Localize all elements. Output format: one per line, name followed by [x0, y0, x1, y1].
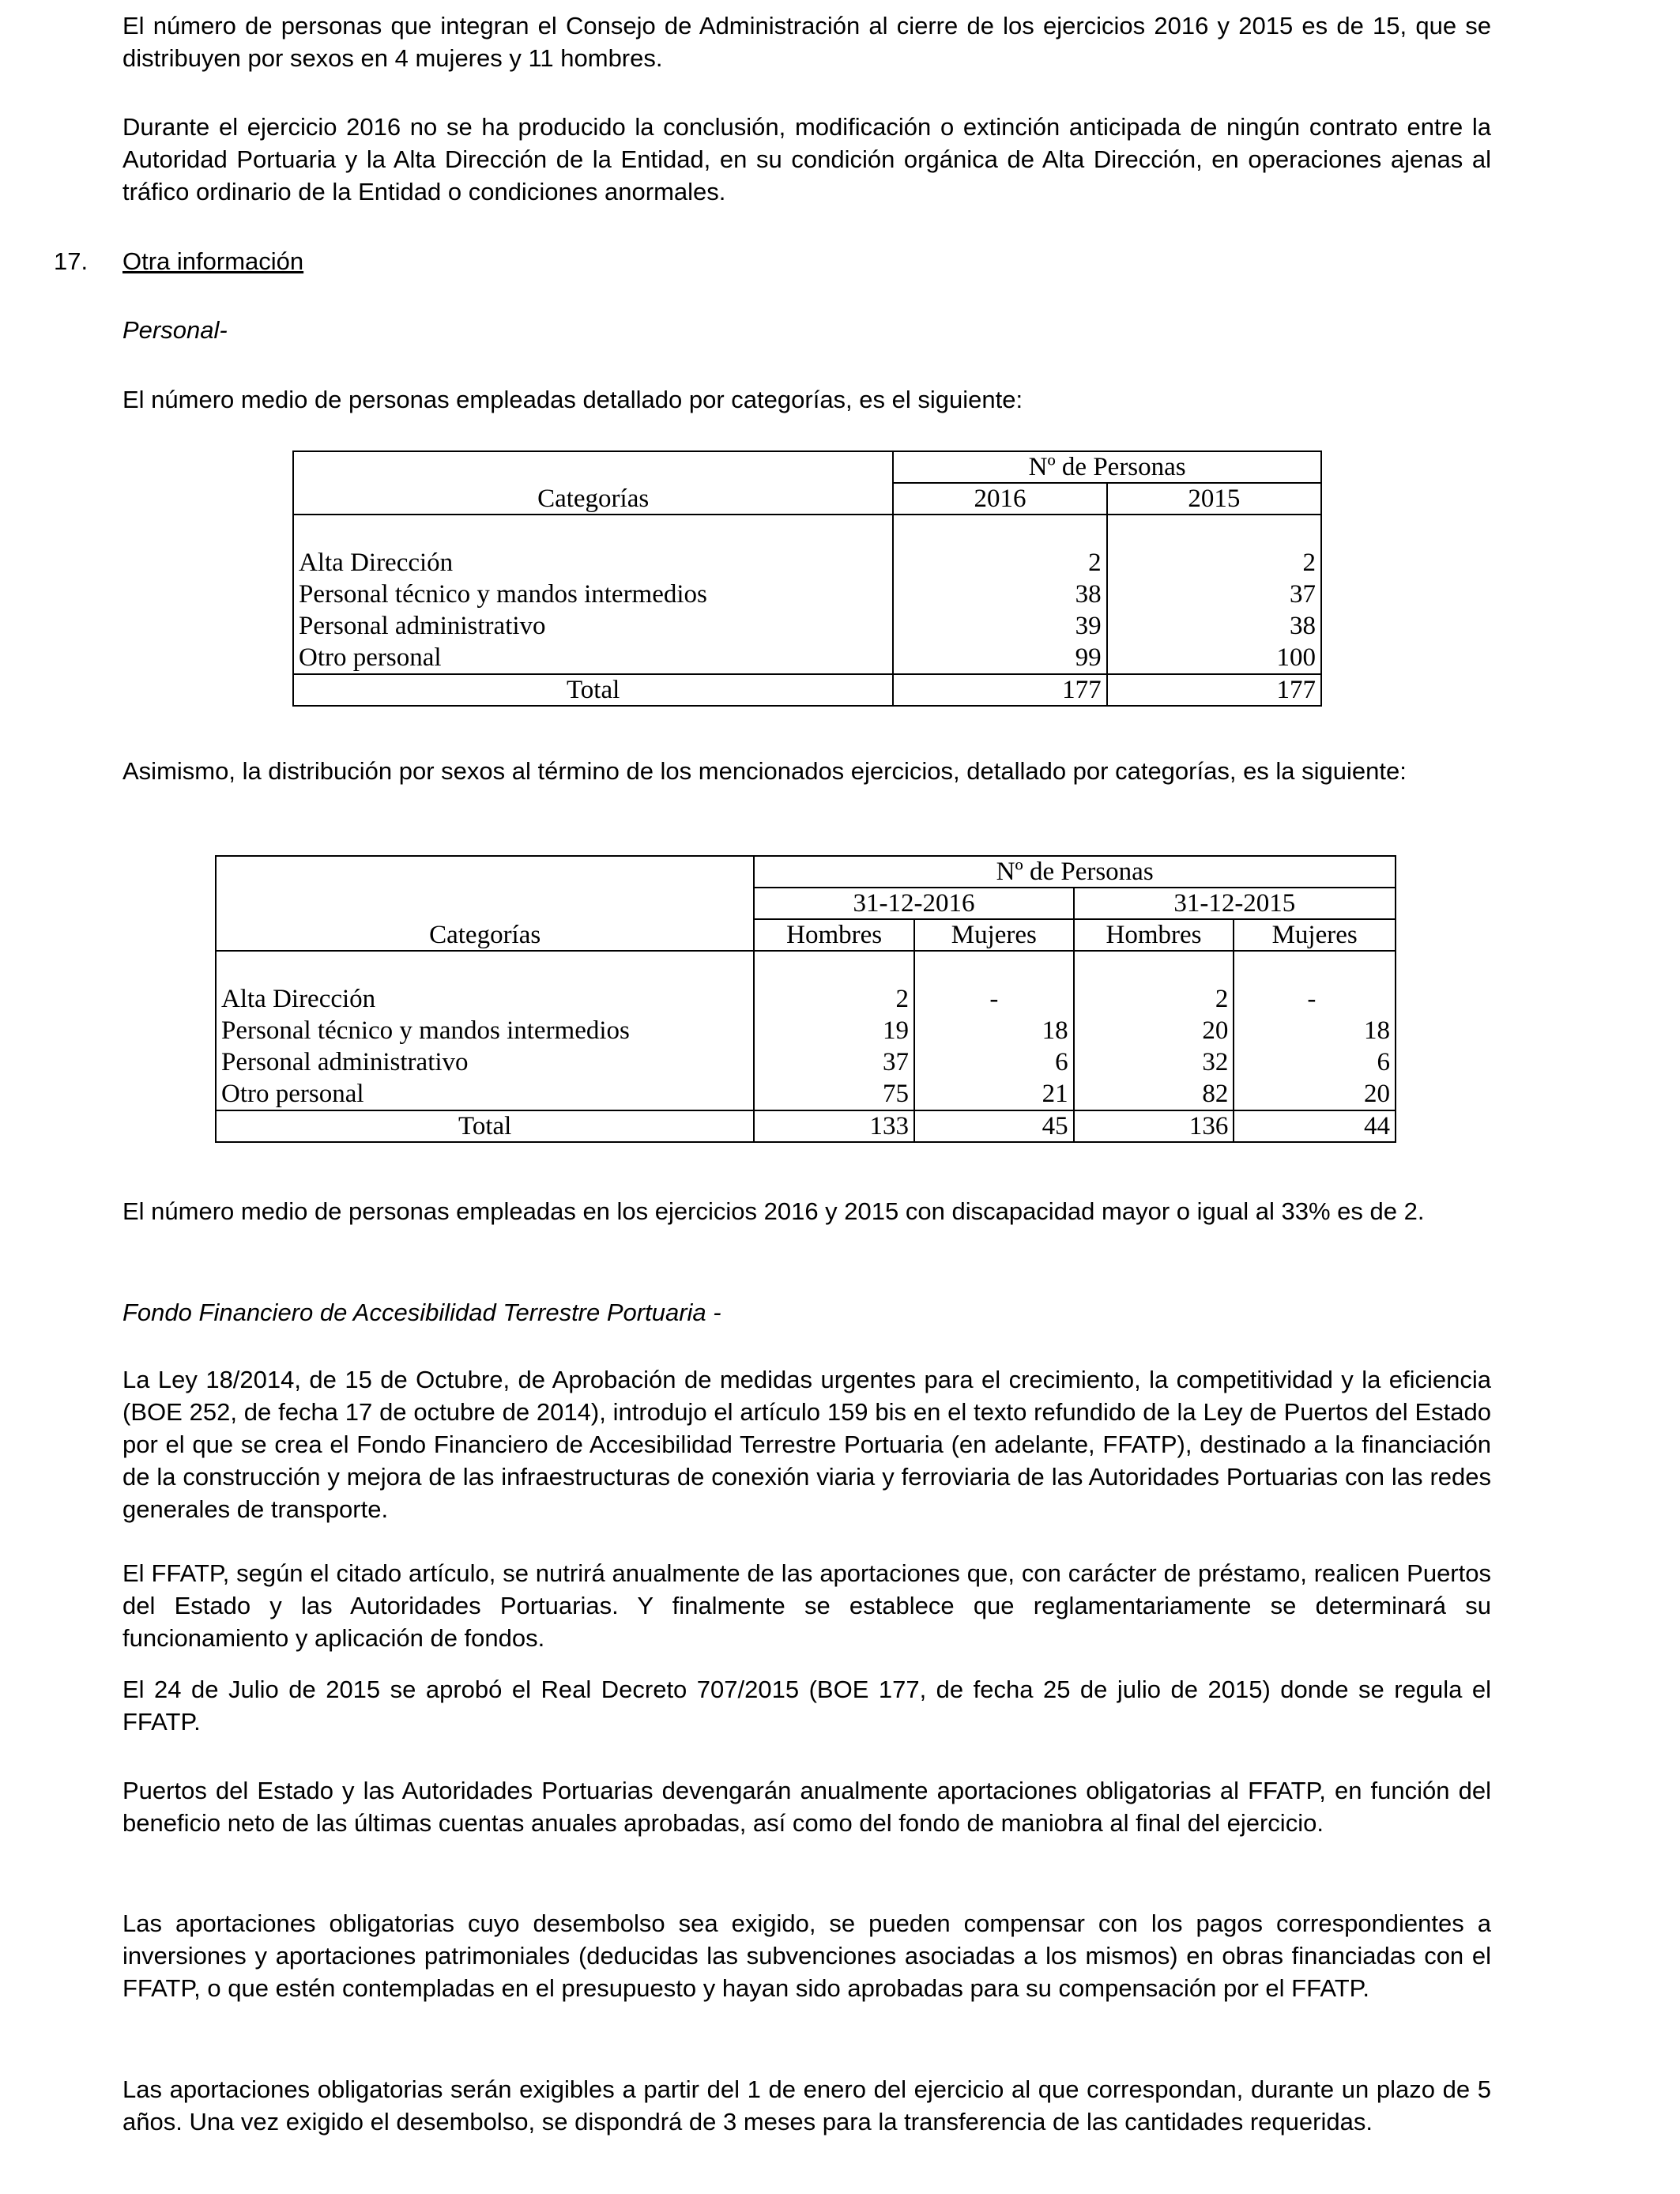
table-row-label: Otro personal	[299, 643, 442, 672]
categories-column	[293, 515, 893, 674]
header-2015: 2015	[1107, 483, 1321, 515]
table-row-label: Personal administrativo	[221, 1048, 469, 1076]
paragraph-exigibles: Las aportaciones obligatorias serán exigibles a partir del 1 de enero del ejercicio al que correspondan, durante un plazo de 5 años. Una vez exigido el desembolso, se dispondrá de 3 meses para la transferencia de las cantidades requeridas.	[122, 2075, 1491, 2136]
mujeres-2016-column	[914, 951, 1074, 1110]
header-date-2016: 31-12-2016	[754, 888, 1073, 919]
header-date-2015: 31-12-2015	[1074, 888, 1396, 919]
header-n-personas: Nº de Personas	[754, 856, 1396, 888]
header-2016: 2016	[893, 483, 1106, 515]
table-cell: 38	[1075, 580, 1102, 609]
table-cell: 19	[883, 1016, 910, 1045]
table-cell: 32	[1202, 1048, 1229, 1076]
table-cell: 6	[1055, 1048, 1068, 1076]
table-cell: 2	[1302, 548, 1316, 577]
paragraph-consejo: El número de personas que integran el Consejo de Administración al cierre de los ejercicios 2016 y 2015 es de 15, que se distribuyen por sexos en 4 mujeres y 11 hombres.	[122, 12, 1491, 72]
table-cell: 75	[883, 1080, 910, 1108]
paragraph-distribucion-sexos: Asimismo, la distribución por sexos al término de los mencionados ejercicios, detallado por categorías, es la siguiente:	[122, 757, 1407, 785]
total-h2015: 136	[1074, 1110, 1234, 1142]
table-personas-sexos	[215, 855, 1396, 1143]
paragraph-compensacion: Las aportaciones obligatorias cuyo desembolso sea exigido, se pueden compensar con los pagos correspondientes a inversiones y aportaciones patrimoniales (deducidas las subvenciones asociadas a los mismos) en obras financiadas con el FFATP, o que estén contempladas en el presupuesto y hayan sido aprobadas para su compensación por el FFATP.	[122, 1909, 1491, 2002]
header-categorias: Categorías	[216, 856, 754, 951]
table-cell: 18	[1364, 1016, 1390, 1045]
total-2015: 177	[1107, 674, 1321, 706]
values-2016-column	[893, 515, 1106, 674]
total-label: Total	[216, 1110, 754, 1142]
table-cell: 99	[1075, 643, 1102, 672]
header-categorias: Categorías	[293, 451, 893, 515]
table-cell: 6	[1377, 1048, 1390, 1076]
total-m2016: 45	[914, 1110, 1074, 1142]
paragraph-numero-medio: El número medio de personas empleadas detallado por categorías, es el siguiente:	[122, 386, 1023, 413]
table-cell: 2	[1215, 985, 1229, 1013]
total-h2016: 133	[754, 1110, 914, 1142]
header-mujeres-2015: Mujeres	[1234, 919, 1396, 951]
paragraph-discapacidad: El número medio de personas empleadas en los ejercicios 2016 y 2015 con discapacidad mayor o igual al 33% es de 2.	[122, 1197, 1425, 1225]
table-cell: 100	[1276, 643, 1316, 672]
paragraph-ley-18-2014: La Ley 18/2014, de 15 de Octubre, de Aprobación de medidas urgentes para el crecimiento, la competitividad y la eficiencia (BOE 252, de fecha 17 de octubre de 2014), introdujo el artículo 159 bis en el texto refundido de la Ley de Puertos del Estado por el que se crea el Fondo Financiero de Accesibilidad Terrestre Portuaria (en adelante, FFATP), destinado a la financiación de la construcción y mejora de las infraestructuras de conexión viaria y ferroviaria de las Autoridades Portuarias con las redes generales de transporte.	[122, 1366, 1491, 1523]
table-cell: 21	[1042, 1080, 1068, 1108]
table-cell: 37	[1290, 580, 1316, 609]
table-cell: 20	[1364, 1080, 1390, 1108]
table-personas-categorias	[292, 450, 1322, 707]
total-m2015: 44	[1234, 1110, 1396, 1142]
table-cell: 18	[1042, 1016, 1068, 1045]
table-cell: 38	[1290, 612, 1316, 640]
table-cell: 82	[1202, 1080, 1229, 1108]
table-cell: -	[989, 985, 999, 1013]
categories-column	[216, 951, 754, 1110]
table-row-label: Personal administrativo	[299, 612, 546, 640]
table-cell: 39	[1075, 612, 1102, 640]
table-row-label: Personal técnico y mandos intermedios	[299, 580, 707, 609]
values-2015-column	[1107, 515, 1321, 674]
personal-heading: Personal-	[122, 316, 228, 344]
header-hombres-2015: Hombres	[1074, 919, 1234, 951]
table-cell: 2	[1088, 548, 1102, 577]
paragraph-alta-direccion: Durante el ejercicio 2016 no se ha producido la conclusión, modificación o extinción anticipada de ningún contrato entre la Autoridad Portuaria y la Alta Dirección de la Entidad, en su condición orgánica de Alta Dirección, en operaciones ajenas al tráfico ordinario de la Entidad o condiciones anormales.	[122, 113, 1491, 205]
table-cell: 20	[1202, 1016, 1229, 1045]
header-hombres-2016: Hombres	[754, 919, 914, 951]
total-label: Total	[293, 674, 893, 706]
paragraph-aportaciones-anuales: Puertos del Estado y las Autoridades Portuarias devengarán anualmente aportaciones obligatorias al FFATP, en función del beneficio neto de las últimas cuentas anuales aprobadas, así como del fondo de maniobra al final del ejercicio.	[122, 1777, 1491, 1837]
table-cell: 2	[895, 985, 910, 1013]
table-cell: 37	[883, 1048, 910, 1076]
section-title: Otra información	[122, 247, 304, 275]
header-n-personas: Nº de Personas	[893, 451, 1321, 483]
table-cell: -	[1307, 985, 1317, 1013]
paragraph-ffatp-nutrira: El FFATP, según el citado artículo, se nutrirá anualmente de las aportaciones que, con carácter de préstamo, realicen Puertos del Estado y las Autoridades Portuarias. Y finalmente se establece que reglamentariamente se determinará su funcionamiento y aplicación de fondos.	[122, 1559, 1491, 1652]
table-row-label: Personal técnico y mandos intermedios	[221, 1016, 630, 1045]
table-row-label: Alta Dirección	[221, 985, 376, 1013]
total-2016: 177	[893, 674, 1106, 706]
paragraph-real-decreto: El 24 de Julio de 2015 se aprobó el Real Decreto 707/2015 (BOE 177, de fecha 25 de julio de 2015) donde se regula el FFATP.	[122, 1676, 1491, 1736]
table-row-label: Alta Dirección	[299, 548, 454, 577]
hombres-2016-column	[754, 951, 914, 1110]
mujeres-2015-column	[1234, 951, 1396, 1110]
header-mujeres-2016: Mujeres	[914, 919, 1074, 951]
table-row-label: Otro personal	[221, 1080, 364, 1108]
section-number: 17.	[54, 247, 89, 275]
hombres-2015-column	[1074, 951, 1234, 1110]
fondo-heading: Fondo Financiero de Accesibilidad Terrestre Portuaria -	[122, 1299, 721, 1326]
